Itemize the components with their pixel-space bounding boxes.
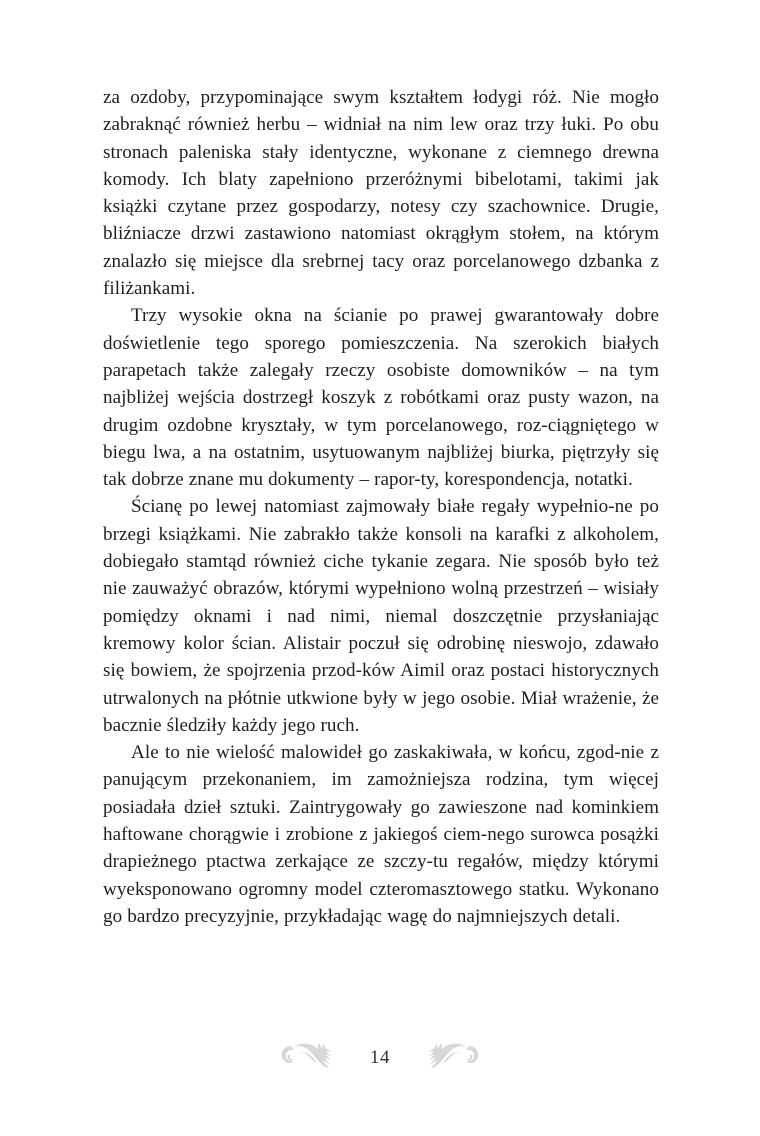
body-paragraph: Ścianę po lewej natomiast zajmowały białe regały wypełnio-ne po brzegi książkami. Nie zabrakło także konsoli na karafki z alkoholem, dobiegało stamtąd również ciche tykanie zegara. Nie sposób było też nie zauważyć obrazów, którymi wypełniono wolną przestrzeń – wisiały pomiędzy oknami i nad nimi, niemal doszczętnie przysłaniając kremowy kolor ścian. Alistair poczuł się odrobinę nieswojo, zdawało się bowiem, że spojrzenia przod-ków Aimil oraz postaci historycznych utrwalonych na płótnie utkwione były w jego osobie. Miał wrażenie, że bacznie śledziły każdy jego ruch. (103, 496, 659, 736)
acanthus-flourish-right-icon (406, 1039, 480, 1073)
body-paragraph: za ozdoby, przypominające swym kształtem łodygi róż. Nie mogło zabraknąć również herbu – widniał na nim lew oraz trzy łuki. Po obu stronach paleniska stały identyczne, wykonane z ciemnego drewna komody. Ich blaty zapełniono przeróżnymi bibelotami, takimi jak książki czytane przez gospodarzy, notesy czy szachownice. Drugie, bliźniacze drzwi zastawiono natomiast okrągłym stołem, na którym znalazło się miejsce dla srebrnej tacy oraz porcelanowego dzbanka z filiżankami. (103, 87, 659, 300)
page-number: 14 (369, 1046, 391, 1068)
acanthus-flourish-left-icon (280, 1039, 354, 1073)
page-text-block (103, 84, 659, 930)
page-footer (0, 1032, 760, 1080)
body-paragraph: Ale to nie wielość malowideł go zaskakiwała, w końcu, zgod-nie z panującym przekonaniem, im zamożniejsza rodzina, tym więcej posiadała dzieł sztuki. Zaintrygowały go zawieszone nad kominkiem haftowane chorągwie i zrobione z jakiegoś ciem-nego surowca posążki drapieżnego ptactwa zerkające ze szczy-tu regałów, między którymi wyeksponowano ogromny model czteromasztowego statku. Wykonano go bardzo precyzyjnie, przykładając wagę do najmniejszych detali. (103, 742, 659, 927)
body-paragraph: Trzy wysokie okna na ścianie po prawej gwarantowały dobre doświetlenie tego sporego pomieszczenia. Na szerokich białych parapetach także zalegały rzeczy osobiste domowników – na tym najbliżej wejścia dostrzegł koszyk z robótkami oraz pusty wazon, na drugim ozdobne kryształy, w tym porcelanowego, roz-ciągniętego w biegu lwa, a na ostatnim, usytuowanym najbliżej biurka, piętrzyły się tak dobrze znane mu dokumenty – rapor-ty, korespondencja, notatki. (103, 305, 659, 491)
